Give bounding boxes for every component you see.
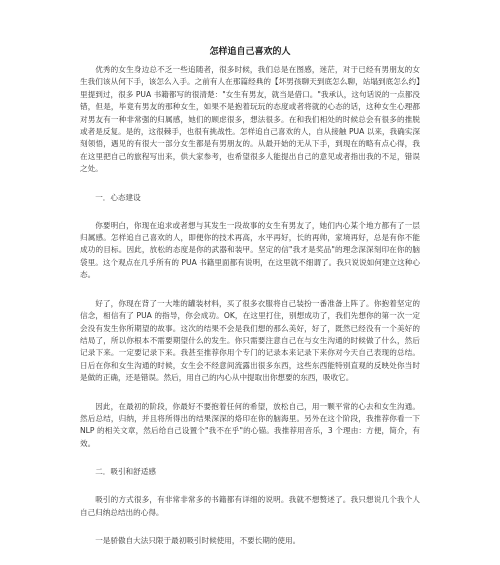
- mindset-paragraph-1: 你要明白，你现在追求或者想与其发生一段故事的女生有男友了，她们内心某个地方都有了一层归属感。怎样追自己喜欢的人，即便你的技术再高，水平再好，长的再帅，家境再好，总是有你不能成功的目标。因此，放松的态度是你的武器和装甲。坚定的信"我才是奖品"的理念深深刻印在你的脑袋里。这个观点在几乎所有的 PUA 书籍里面都有说明，在这里就不细谓了。我只说说如何建立这种心态。: [80, 220, 420, 280]
- attraction-paragraph-1: 吸引的方式很多，有非常非常多的书籍都有详细的说明。我就不想赘述了。我只想说几个我个人自己归纳总结出的心得。: [80, 495, 420, 517]
- section-heading-mindset: 一．心态建设: [95, 192, 141, 202]
- mindset-paragraph-3: 因此，在最初的阶段，你最好不要抱着任何的希望，放松自己，用一颗平常的心去和女生沟通。然后总结，归纳，并且将所得出的结果深深的烙印在你的脑海里。另外在这个阶段，我推荐你看一下 NLP 的相关文章，然后给自己设置个"我不在乎"的心锚。我推荐用音乐，3 个理由：方便，简介，有效。: [80, 401, 420, 448]
- section-heading-attraction: 二．吸引和舒适感: [95, 467, 156, 477]
- document-title: 怎样追自己喜欢的人: [209, 47, 291, 57]
- attraction-paragraph-2: 一是骄傲自大法只限于最初吸引时候使用，不要长期的使用。: [95, 535, 301, 545]
- mindset-paragraph-2: 好了，你现在背了一大堆的罐装材料，买了很多衣服将自己装扮一番准备上阵了。你抱着坚定的信念，相信有了 PUA 的指导，你会成功。OK，在这里打住，别想成功了，我们先想你的第一次一定会没有发生你所期望的故事。这次的结果不会是我们想的那么美好，好了，既然已经没有一个美好的结局了，所以你根本不需要期望什么的发生。你只需要注意自己在与女生沟通的时候做了什么，然后记录下来。一定要记录下来。我甚至推荐你用个专门的记录本来记录下来你对今天自己表现的总结。日后在你和女生沟通的时候，女生会不经意间流露出很多东西，这些东西能特别直观的反映处你当时是做的正确，还是错误。然后，用自己的内心从中提取出你想要的东西，吸收它。: [80, 298, 420, 383]
- intro-paragraph: 优秀的女生身边总不乏一些追随者，很多时候，我们总是在图感，迷茫，对于已经有男朋友的女生我们该从何下手，该怎么入手。之前有人在那篇经典的【坏男孩聊天到底怎么聊，站塌到底怎么约】里提到过，很多 PUA 书籍都写的很清楚："女生有男友，就当是借口。"我承认，这句话说的一点都没错，但是，毕竟有男友的那种女生，如果不是抱着玩玩的态度或者将就的心态的话，这种女生心理都对男友有一种非常强的归属感，她们的顾虑很多，想法很多。在和我们相处的时候总会有很多的推脱或者是反复。是的，这很棘手，也很有挑战性。怎样追自己喜欢的人，自从接触 PUA 以来，我确实深刻领悟，遇见的有很大一部分女生都是有男朋友的。从最开始的无从下手，到现在的略有点心得，我在这里把自己的旅程写出来，供大家参考，也希望很多人能提出自己的意见或者指出我的不足，错误之处。: [80, 65, 420, 174]
